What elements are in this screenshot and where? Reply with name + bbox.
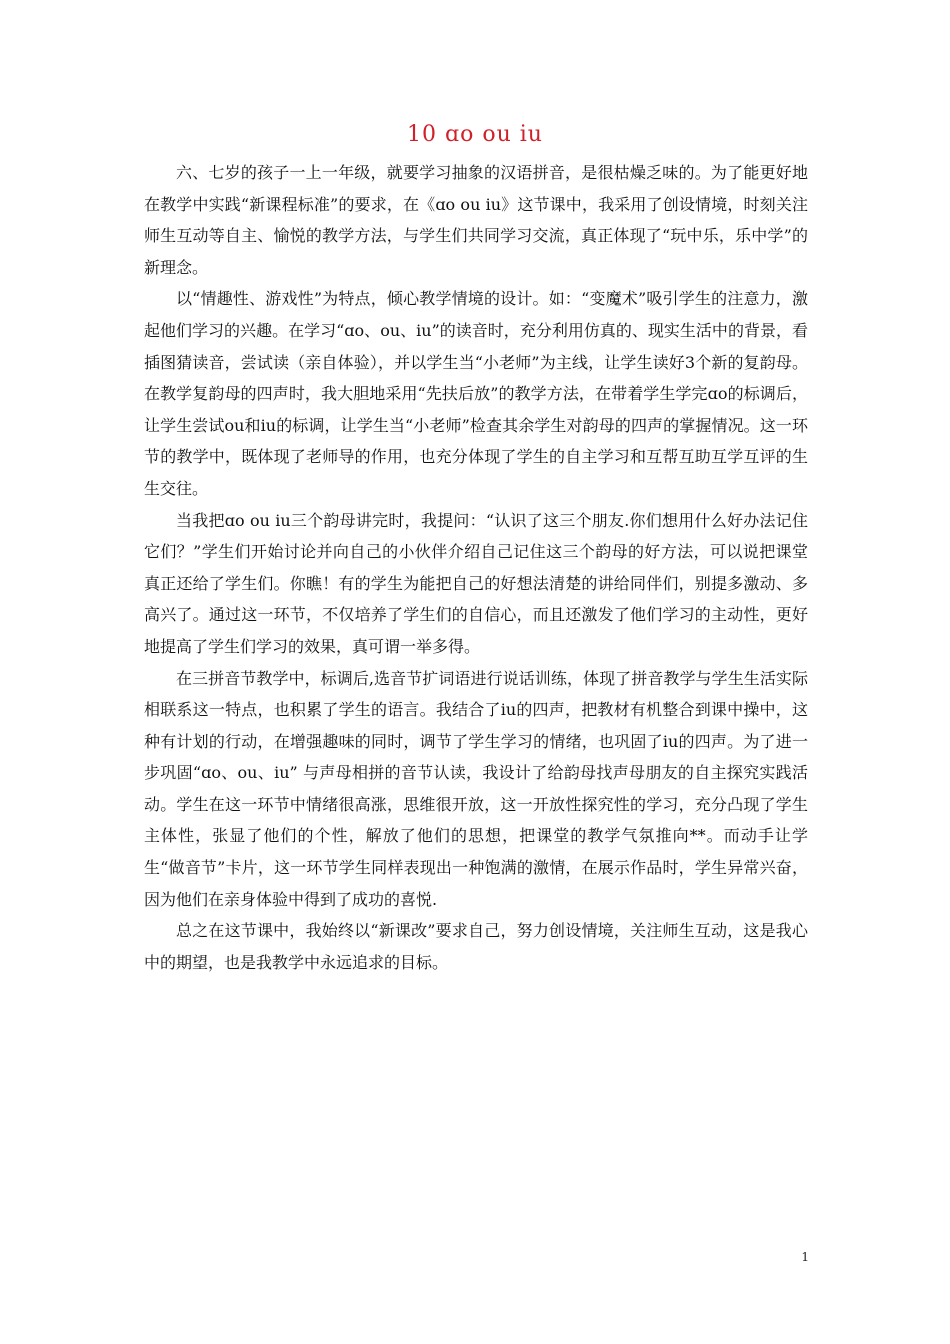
paragraph-situation-design: 以“情趣性、游戏性”为特点，倾心教学情境的设计。如：“变魔术”吸引学生的注意力，激起他们学习的兴趣。在学习“ɑo、ou、iu”的读音时，充分利用仿真的、现实生活中的背景，看插图猜读音，尝试读（亲自体验），并以学生当“小老师”为主线，让学生读好3个新的复韵母。在教学复韵母的四声时，我大胆地采用“先扶后放”的教学方法，在带着学生学完ɑo的标调后，让学生尝试ou和iu的标调，让学生当“小老师”检查其余学生对韵母的四声的掌握情况。这一环节的教学中，既体现了老师导的作用，也充分体现了学生的自主学习和互帮互助互学互评的生生交往。 [144,289,808,498]
paragraph-summary: 总之在这节课中，我始终以“新课改”要求自己，努力创设情境，关注师生互动，这是我心中的期望，也是我教学中永远追求的目标。 [144,921,808,972]
paragraph-question: 当我把ɑo ou iu三个韵母讲完时，我提问：“认识了这三个朋友.你们想用什么好办法记住它们？”学生们开始讨论并向自己的小伙伴介绍自己记住这三个韵母的好方法，可以说把课堂真正还给了学生们。你瞧！有的学生为能把自己的好想法清楚的讲给同伴们，别提多激动、多高兴了。通过这一环节，不仅培养了学生们的自信心，而且还激发了他们学习的主动性，更好地提高了学生们学习的效果，真可谓一举多得。 [144,510,808,656]
paragraph-syllable-teaching: 在三拼音节教学中，标调后,选音节扩词语进行说话训练，体现了拼音教学与学生生活实际相联系这一特点，也积累了学生的语言。我结合了iu的四声，把教材有机整合到课中操中，这种有计划的行动，在增强趣味的同时，调节了学生学习的情绪，也巩固了iu的四声。为了进一步巩固“ɑo、ou、iu” 与声母相拼的音节认读，我设计了给韵母找声母朋友的自主探究实践活动。学生在这一环节中情绪很高涨，思维很开放，这一开放性探究性的学习，充分凸现了学生主体性，张显了他们的个性，解放了他们的思想，把课堂的教学气氛推向**。而动手让学生“做音节”卡片，这一环节学生同样表现出一种饱满的激情，在展示作品时，学生异常兴奋，因为他们在亲身体验中得到了成功的喜悦. [144,668,808,909]
document-body [144,157,808,978]
paragraph-intro: 六、七岁的孩子一上一年级，就要学习抽象的汉语拼音，是很枯燥乏味的。为了能更好地在教学中实践“新课程标准”的要求，在《ɑo ou iu》这节课中，我采用了创设情境，时刻关注师生互动等自主、愉悦的教学方法，与学生们共同学习交流，真正体现了“玩中乐，乐中学”的新理念。 [144,163,808,277]
document-title: 10 ɑo ou iu [407,122,543,147]
page-number: 1 [801,1250,809,1264]
